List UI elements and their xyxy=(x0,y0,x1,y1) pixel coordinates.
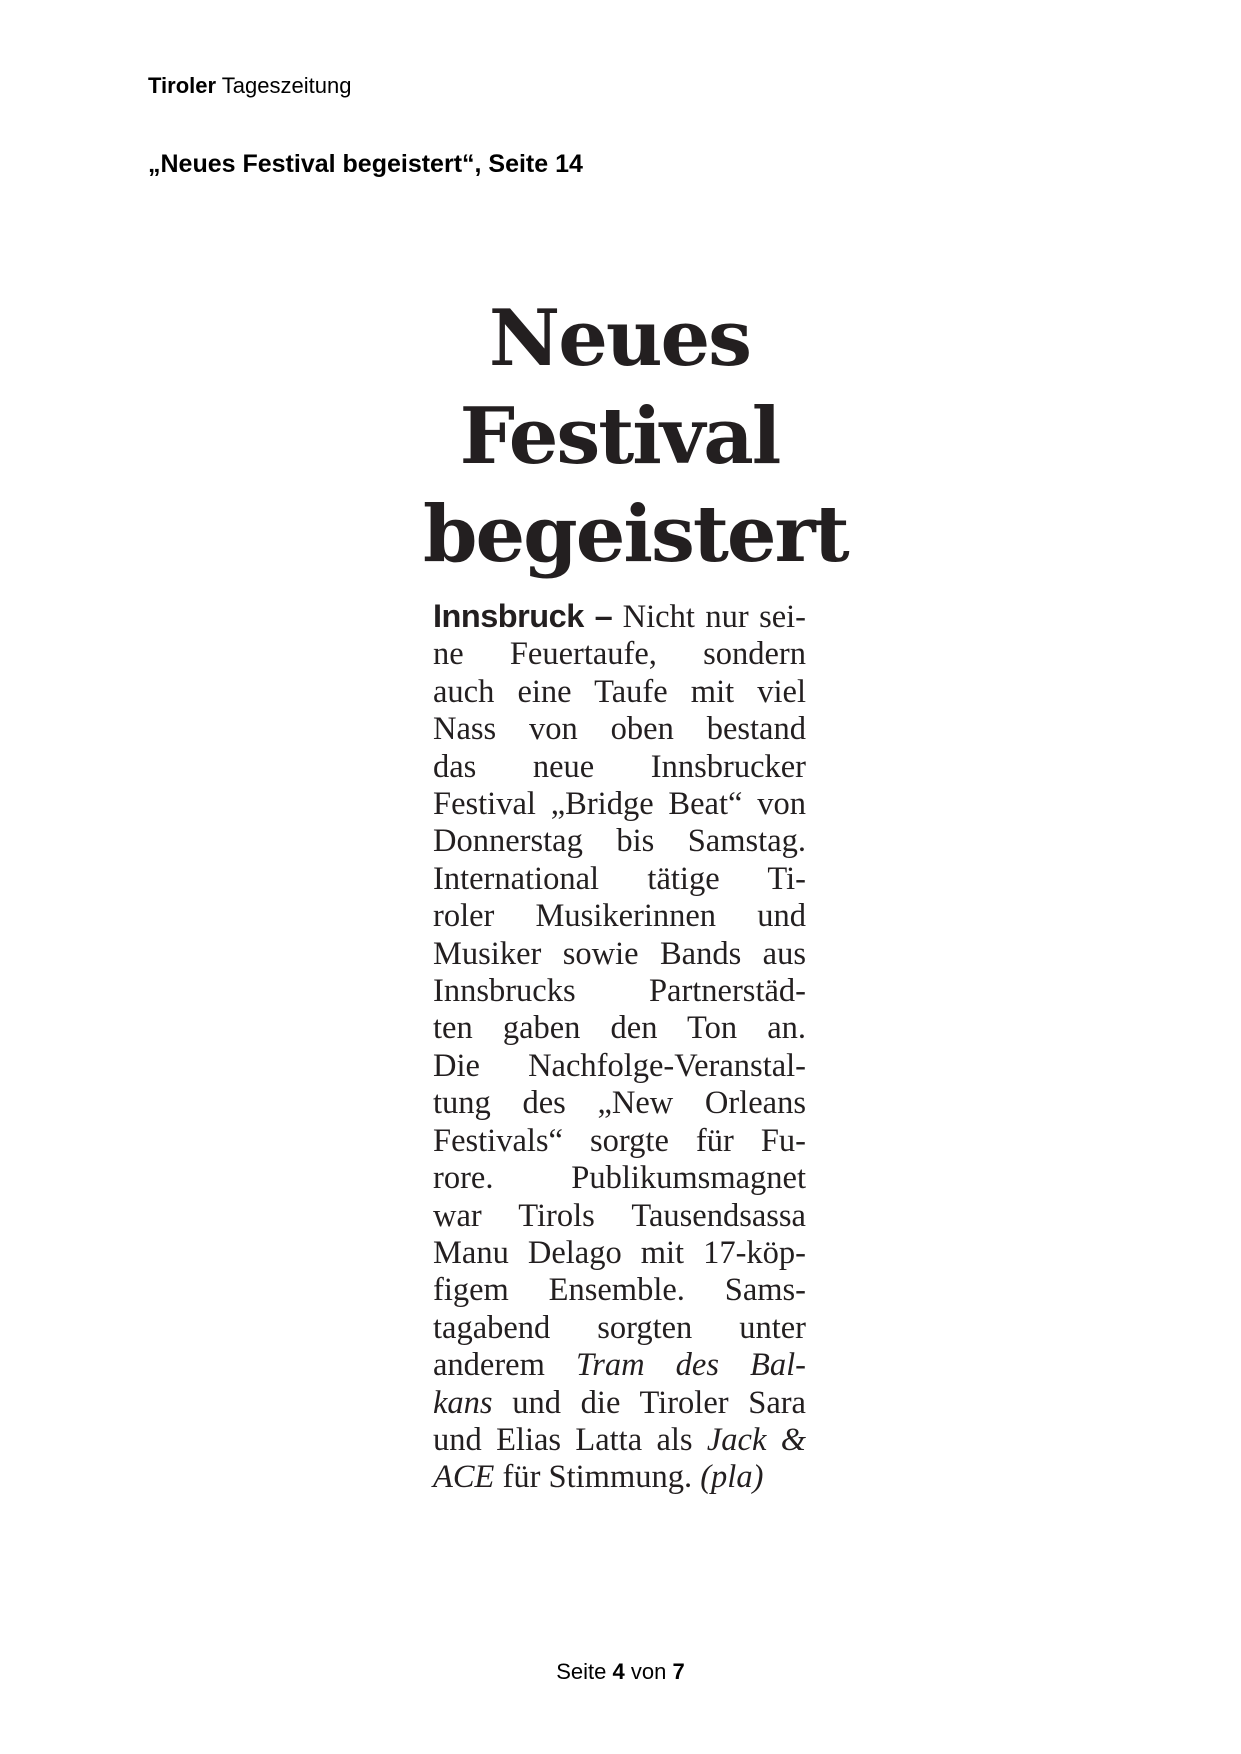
body-line xyxy=(433,1385,806,1422)
body-line: ten gaben den Ton an. xyxy=(433,1010,806,1047)
article-headline xyxy=(423,290,848,584)
dateline: Innsbruck – xyxy=(433,598,613,634)
publication-name-bold: Tiroler xyxy=(148,73,217,98)
band-name-italic: Tram des Bal- xyxy=(575,1347,806,1384)
author-signature: (pla) xyxy=(700,1459,764,1496)
body-line: Donnerstag bis Samstag. xyxy=(433,823,806,860)
article-body xyxy=(433,598,806,1497)
headline-line: Neues xyxy=(488,293,751,384)
body-line: roler Musikerinnen und xyxy=(433,898,806,935)
body-line-text: und die Tiroler Sara xyxy=(492,1384,806,1421)
publication-name xyxy=(148,72,351,100)
body-line: auch eine Taufe mit viel xyxy=(433,673,806,710)
body-line: Manu Delago mit 17-köp- xyxy=(433,1234,806,1271)
body-line: war Tirols Tausendsassa xyxy=(433,1197,806,1234)
body-line: Innsbrucks Partnerstäd- xyxy=(433,973,806,1010)
band-name-italic: ACE xyxy=(433,1459,495,1496)
body-line-text: und Elias Latta als xyxy=(433,1421,707,1458)
body-line: Musiker sowie Bands aus xyxy=(433,935,806,972)
body-line: Die Nachfolge-Veranstal- xyxy=(433,1047,806,1084)
body-line-text: für Stimmung. xyxy=(494,1459,701,1496)
page-current: 4 xyxy=(612,1659,625,1684)
body-line: tagabend sorgten unter xyxy=(433,1309,806,1346)
headline-line: begeistert xyxy=(423,489,848,580)
body-line xyxy=(433,1422,806,1459)
body-line xyxy=(433,1347,806,1384)
body-line-text: anderem xyxy=(433,1347,576,1384)
body-line xyxy=(433,1459,806,1496)
article-reference: „Neues Festival begeistert“, Seite 14 xyxy=(148,150,583,178)
publication-name-rest: Tageszeitung xyxy=(221,73,352,98)
body-line: Festivals“ sorgte für Fu- xyxy=(433,1122,806,1159)
body-line: das neue Innsbrucker xyxy=(433,748,806,785)
page-label: Seite xyxy=(556,1659,607,1684)
body-line: International tätige Ti- xyxy=(433,860,806,897)
headline-line: Festival xyxy=(459,391,780,482)
newspaper-clipping xyxy=(423,290,848,1497)
band-name-italic: Jack & xyxy=(706,1421,806,1458)
page-total: 7 xyxy=(672,1659,685,1684)
band-name-italic: kans xyxy=(433,1384,493,1421)
body-line: figem Ensemble. Sams- xyxy=(433,1272,806,1309)
body-line: Nass von oben bestand xyxy=(433,711,806,748)
body-line: Festival „Bridge Beat“ von xyxy=(433,786,806,823)
body-line-text: Nicht nur sei- xyxy=(612,599,806,635)
body-line: rore. Publikumsmagnet xyxy=(433,1160,806,1197)
page-footer xyxy=(0,1658,1241,1686)
page-separator: von xyxy=(630,1659,667,1684)
body-line xyxy=(433,598,806,636)
body-line: ne Feuertaufe, sondern xyxy=(433,636,806,673)
body-line: tung des „New Orleans xyxy=(433,1085,806,1122)
